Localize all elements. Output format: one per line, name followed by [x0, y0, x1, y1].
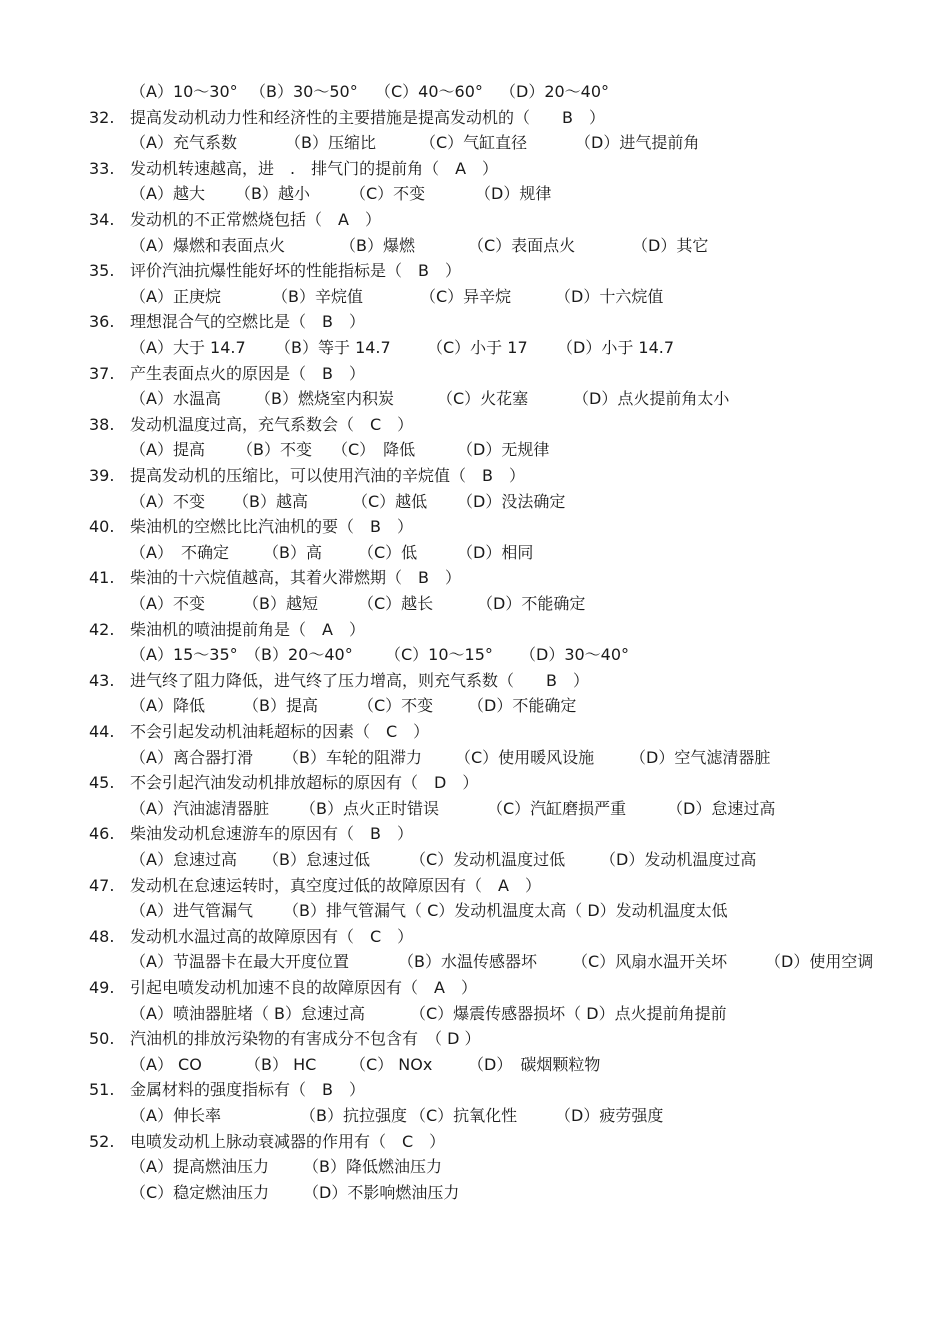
question-number: 36.	[89, 312, 115, 332]
question-text: 汽油机的排放污染物的有害成分不包含有 （ D ）	[130, 1029, 481, 1049]
option-d: （D）空气滤清器脏	[630, 747, 771, 767]
option-c: （C）汽缸磨损严重	[487, 798, 627, 818]
option-c: （C）异辛烷	[420, 286, 512, 306]
question-number: 46.	[89, 824, 115, 844]
option-c: （C）越长	[358, 594, 434, 613]
option-b: （B）等于 14.7	[275, 338, 391, 357]
question-text: 不会引起发动机油耗超标的因素（ C ）	[130, 722, 430, 741]
question-text: 引起电喷发动机加速不良的故障原因有（ A ）	[130, 978, 477, 997]
question-number: 42.	[89, 619, 115, 639]
option-d: （D）进气提前角	[575, 133, 700, 153]
question-text: 柴油的十六烷值越高，其着火滞燃期（ B ）	[130, 568, 461, 588]
question-number: 32.	[89, 107, 115, 127]
question-number: 44.	[89, 722, 115, 741]
option-b: （B）30～50°	[250, 82, 358, 101]
option-a: （A）怠速过高	[130, 850, 237, 869]
option-d: （D）怠速过高	[667, 798, 776, 818]
option-c: （C） 降低	[332, 440, 416, 460]
option-a: （A）越大	[130, 184, 205, 204]
option-a: （A）进气管漏气	[130, 901, 253, 921]
option-b: （B）高	[263, 542, 322, 562]
option-c: （C）低	[358, 542, 418, 562]
option-a: （A）汽油滤清器脏	[130, 798, 269, 818]
option-b: （B）越高	[233, 491, 308, 511]
option-b: （D）不影响燃油压力	[303, 1182, 460, 1202]
question-text: 进气终了阻力降低，进气终了压力增高，则充气系数（ B ）	[130, 670, 589, 690]
option-c: （C）10～15°	[385, 645, 493, 665]
option-b: （B）抗拉强度	[300, 1106, 407, 1125]
question-number: 39.	[89, 466, 115, 485]
question-number: 37.	[89, 363, 115, 383]
option-c: （C）气缸直径	[420, 133, 528, 153]
option-b: （B）燃烧室内积炭	[255, 389, 394, 409]
option-b: （B）点火正时错误	[300, 798, 439, 818]
option-d: （D）其它	[632, 235, 709, 255]
option-c: （C） NOx	[350, 1054, 433, 1074]
option-b: （B）20～40°	[245, 645, 353, 665]
option-a: （A）水温高	[130, 389, 221, 409]
option-b: （B）不变	[237, 440, 312, 460]
option-d: （D）点火提前角太小	[573, 389, 730, 409]
option-a: （A）喷油器脏堵（ B）怠速过高	[130, 1003, 366, 1023]
option-a: （A）提高	[130, 440, 205, 460]
option-c: （C）使用暖风设施	[455, 747, 595, 767]
question-text: 不会引起汽油发动机排放超标的原因有（ D ）	[130, 773, 479, 793]
option-a: （A）伸长率	[130, 1106, 221, 1125]
option-a: （C）稳定燃油压力	[130, 1182, 270, 1202]
question-text: 发动机在怠速运转时，真空度过低的故障原因有（ A ）	[130, 875, 541, 895]
question-text: 柴油机的空燃比比汽油机的要（ B ）	[130, 517, 413, 537]
option-d: （D）使用空调	[765, 952, 874, 972]
question-text: 发动机的不正常燃烧包括（ A ）	[130, 210, 381, 229]
option-c: （C）风扇水温开关坏	[572, 952, 728, 972]
question-text: 发动机水温过高的故障原因有（ C ）	[130, 926, 414, 946]
option-b: （B）提高	[243, 696, 318, 716]
option-c: （C）抗氧化性	[410, 1106, 518, 1125]
option-a: （A） CO	[130, 1054, 202, 1074]
option-c: （C）不变	[350, 184, 426, 204]
option-b: （B）排气管漏气（ C）发动机温度太高（ D）发动机温度太低	[283, 901, 728, 921]
option-b: （B）辛烷值	[272, 286, 363, 306]
option-b: （B）车轮的阻滞力	[283, 747, 422, 767]
option-d: （D）发动机温度过高	[600, 850, 757, 869]
question-text: 金属材料的强度指标有（ B ）	[130, 1080, 365, 1100]
option-a: （A）充气系数	[130, 133, 237, 153]
question-text: 提高发动机的压缩比，可以使用汽油的辛烷值（ B ）	[130, 466, 525, 485]
option-c: （C）40～60°	[375, 82, 483, 101]
question-text: 柴油发动机怠速游车的原因有（ B ）	[130, 824, 413, 844]
option-b: （B）压缩比	[285, 133, 376, 153]
option-c: （C）不变	[358, 696, 434, 716]
question-number: 52.	[89, 1131, 115, 1151]
option-d: （D）30～40°	[520, 645, 630, 665]
option-a: （A）正庚烷	[130, 286, 221, 306]
option-d: （D）不能确定	[468, 696, 577, 716]
option-b: （B）越小	[235, 184, 310, 204]
question-number: 48.	[89, 926, 115, 946]
option-a: （A）降低	[130, 696, 205, 716]
option-a: （A）提高燃油压力	[130, 1157, 269, 1177]
option-d: （D）相同	[457, 542, 534, 562]
option-b: （B）降低燃油压力	[303, 1157, 442, 1177]
option-c: （C）表面点火	[468, 235, 576, 255]
option-a: （A）10～30°	[130, 82, 238, 101]
question-number: 51.	[89, 1080, 115, 1100]
option-a: （A）节温器卡在最大开度位置	[130, 952, 349, 972]
option-a: （A）离合器打滑	[130, 747, 253, 767]
question-number: 50.	[89, 1029, 115, 1049]
option-b: （B）水温传感器坏	[398, 952, 537, 972]
question-text: 提高发动机动力性和经济性的主要措施是提高发动机的（ B ）	[130, 107, 605, 127]
question-text: 发动机转速越高，进 . 排气门的提前角（ A ）	[130, 158, 499, 178]
option-c: （C）小于 17	[427, 338, 528, 357]
option-c: （C）越低	[352, 491, 428, 511]
option-b: （B）越短	[243, 594, 318, 613]
option-c: （C）火花塞	[437, 389, 529, 409]
option-d: （D）无规律	[457, 440, 550, 460]
question-text: 电喷发动机上脉动衰减器的作用有（ C ）	[130, 1131, 446, 1151]
option-b: （B）怠速过低	[263, 850, 370, 869]
question-number: 40.	[89, 517, 115, 537]
question-number: 38.	[89, 414, 115, 434]
option-b: （C）爆震传感器损坏（ D）点火提前角提前	[410, 1003, 727, 1023]
question-number: 41.	[89, 568, 115, 588]
option-d: （D）十六烷值	[555, 286, 664, 306]
question-number: 45.	[89, 773, 115, 793]
question-number: 35.	[89, 261, 115, 281]
option-b: （B）爆燃	[340, 235, 415, 255]
option-d: （D）规律	[475, 184, 552, 204]
option-a: （A） 不确定	[130, 542, 229, 562]
question-number: 43.	[89, 670, 115, 690]
question-number: 49.	[89, 978, 115, 997]
question-number: 34.	[89, 210, 115, 229]
option-d: （D） 碳烟颗粒物	[468, 1054, 601, 1074]
option-a: （A）不变	[130, 594, 205, 613]
option-d: （D）不能确定	[477, 594, 586, 613]
option-d: （D）疲劳强度	[555, 1106, 664, 1125]
option-a: （A）大于 14.7	[130, 338, 246, 357]
option-a: （A）不变	[130, 491, 205, 511]
option-d: （D）没法确定	[457, 491, 566, 511]
option-d: （D）20～40°	[500, 82, 610, 101]
option-b: （B） HC	[245, 1054, 317, 1074]
option-a: （A）爆燃和表面点火	[130, 235, 285, 255]
question-text: 评价汽油抗爆性能好坏的性能指标是（ B ）	[130, 261, 461, 281]
question-text: 柴油机的喷油提前角是（ A ）	[130, 619, 365, 639]
question-text: 理想混合气的空燃比是（ B ）	[130, 312, 365, 332]
option-a: （A）15～35°	[130, 645, 238, 665]
question-text: 产生表面点火的原因是（ B ）	[130, 363, 365, 383]
question-number: 47.	[89, 875, 115, 895]
option-d: （D）小于 14.7	[557, 338, 675, 357]
question-number: 33.	[89, 158, 115, 178]
option-c: （C）发动机温度过低	[410, 850, 566, 869]
question-text: 发动机温度过高，充气系数会（ C ）	[130, 414, 414, 434]
